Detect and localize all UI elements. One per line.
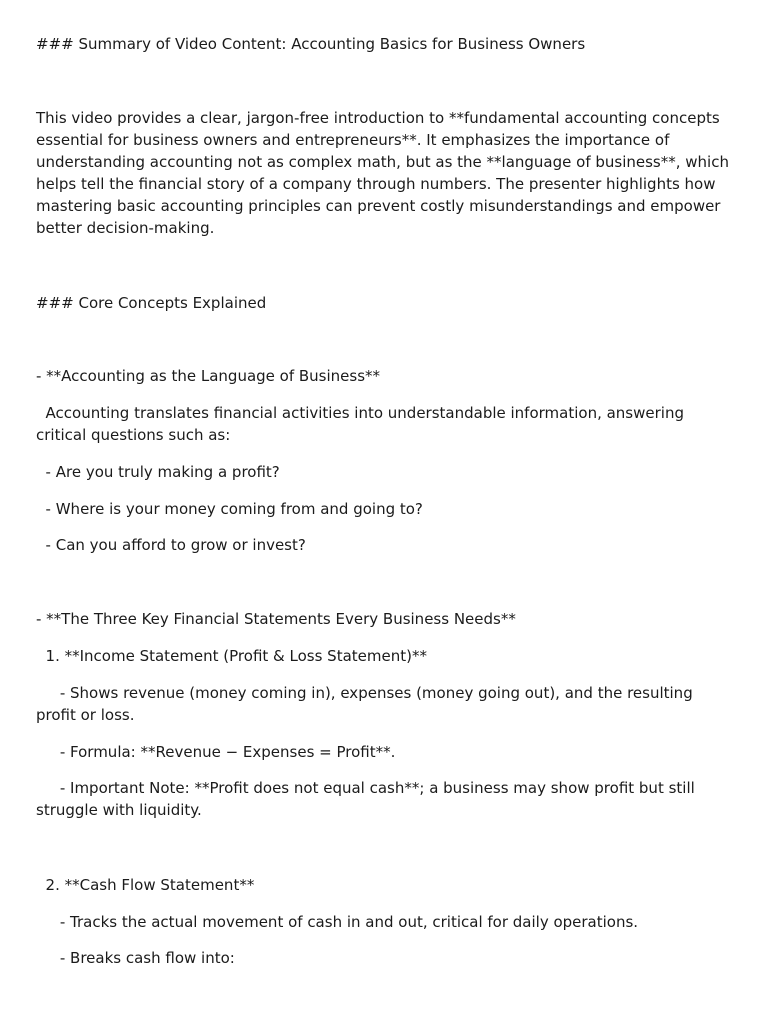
question-profit: - Are you truly making a profit? <box>36 463 280 481</box>
question-grow: - Can you afford to grow or invest? <box>36 536 306 554</box>
language-of-business-paragraph: Accounting translates financial activities into understandable information, answering critical questions such as: <box>36 404 689 444</box>
income-statement-formula: - Formula: **Revenue − Expenses = Profit**. <box>36 743 396 761</box>
intro-paragraph: This video provides a clear, jargon-free introduction to **fundamental accounting concepts essential for business owners and entrepreneurs**. It emphasizes the importance of understanding accounting not as complex math, but as the **language of business**, which helps tell the financial story of a company through numbers. The presenter highlights how mastering basic accounting principles can prevent costly misunderstandings and empower better decision-making. <box>36 109 734 237</box>
core-concepts-heading: ### Core Concepts Explained <box>36 294 267 312</box>
bullet-language-of-business: - **Accounting as the Language of Business** <box>36 367 381 385</box>
income-statement-item: 1. **Income Statement (Profit & Loss Statement)** <box>36 647 427 665</box>
cash-flow-tracks: - Tracks the actual movement of cash in and out, critical for daily operations. <box>36 913 639 931</box>
question-money-flow: - Where is your money coming from and going to? <box>36 500 423 518</box>
bullet-three-statements: - **The Three Key Financial Statements Every Business Needs** <box>36 610 516 628</box>
summary-heading: ### Summary of Video Content: Accounting Basics for Business Owners <box>36 35 586 53</box>
cash-flow-breaks: - Breaks cash flow into: <box>36 949 235 967</box>
income-statement-revenue: - Shows revenue (money coming in), expenses (money going out), and the resulting profit or loss. <box>36 684 698 724</box>
income-statement-note: - Important Note: **Profit does not equal cash**; a business may show profit but still struggle with liquidity. <box>36 779 700 819</box>
cash-flow-statement-item: 2. **Cash Flow Statement** <box>36 876 255 894</box>
